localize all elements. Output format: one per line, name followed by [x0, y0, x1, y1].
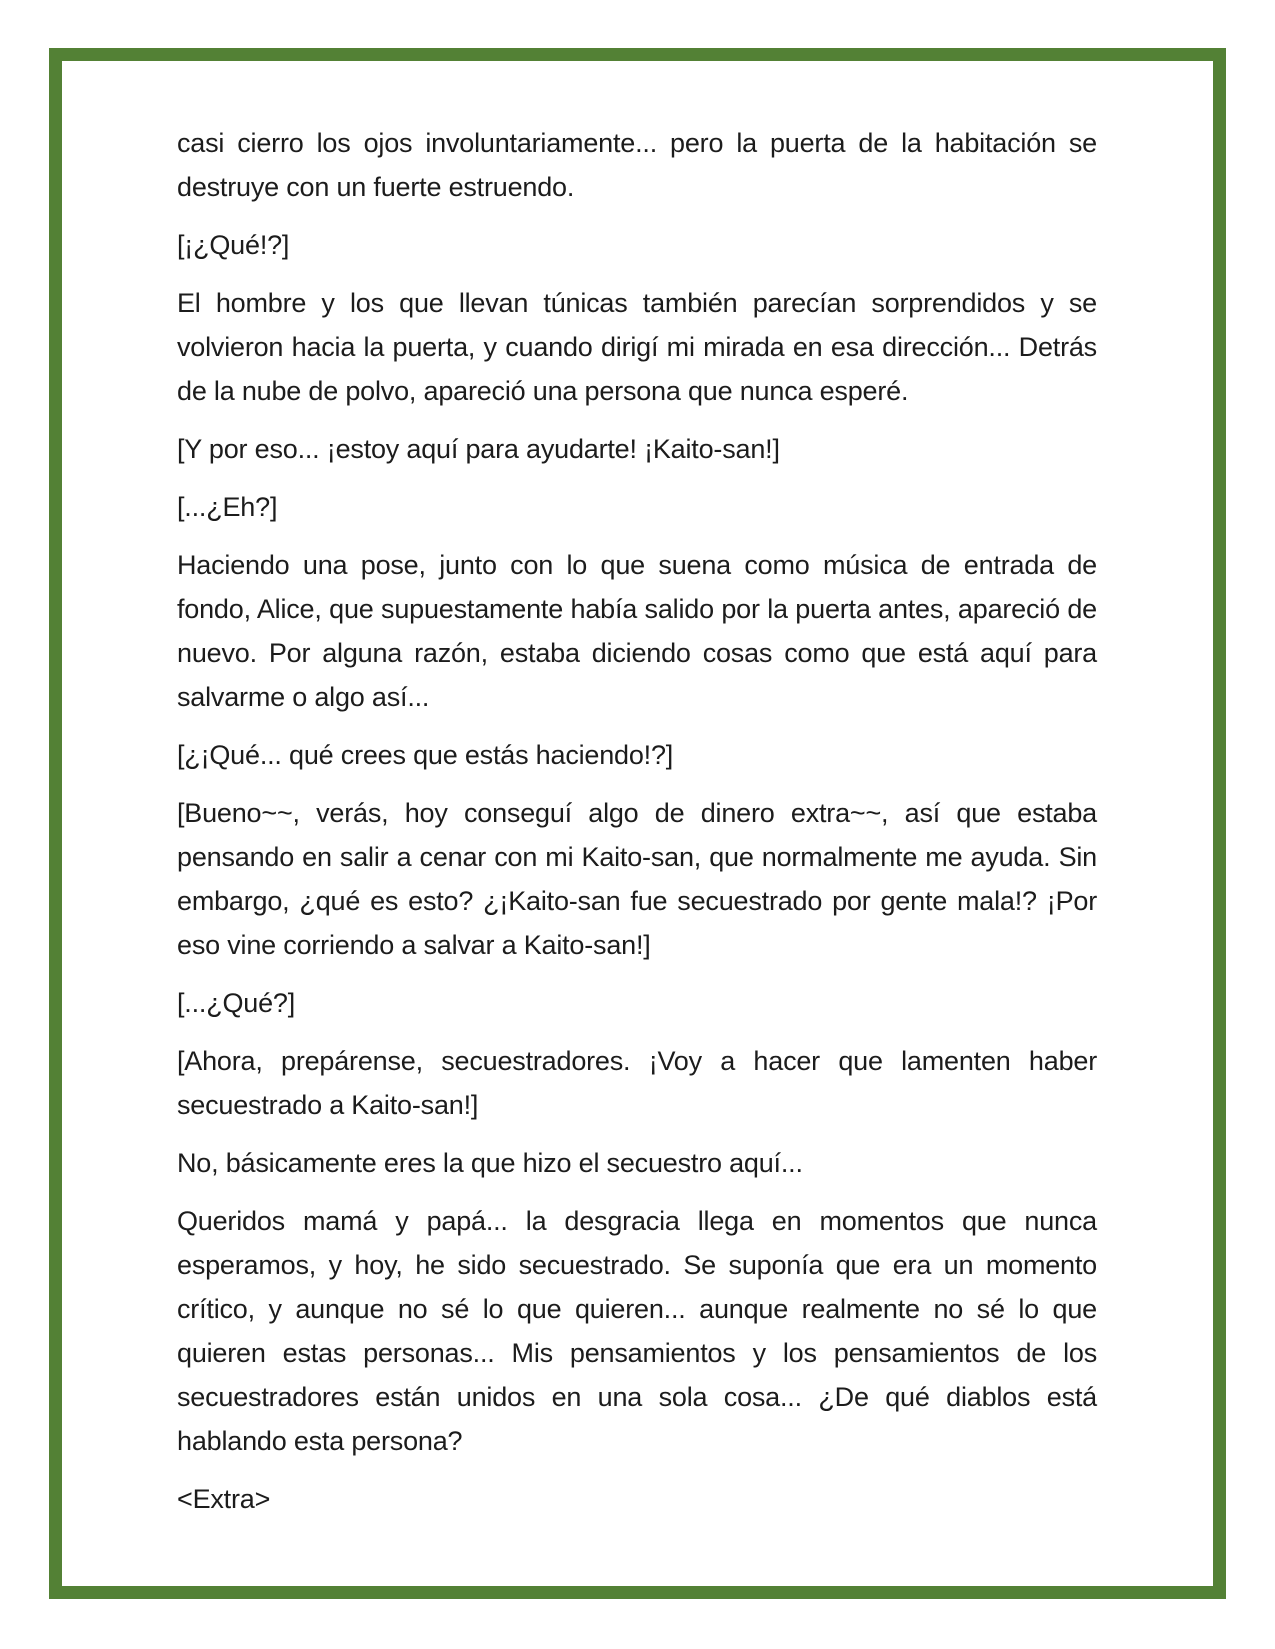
paragraph: [Ahora, prepárense, secuestradores. ¡Voy a hacer que lamenten haber secuestrado a Kaito-san!] — [177, 1046, 1097, 1120]
paragraph: <Extra> — [177, 1484, 271, 1514]
paragraph: [Y por eso... ¡estoy aquí para ayudarte! ¡Kaito-san!] — [177, 434, 780, 464]
document-page — [62, 61, 1213, 1586]
page-border-frame — [49, 48, 1226, 1599]
paragraph: [¡¿Qué!?] — [177, 230, 290, 260]
paragraph: [Bueno~~, verás, hoy conseguí algo de dinero extra~~, así que estaba pensando en salir a cenar con mi Kaito-san, que normalmente me ayuda. Sin embargo, ¿qué es esto? ¿¡Kaito-san fue secuestrado por gente mala!? ¡Por eso vine corriendo a salvar a Kaito-san!] — [177, 798, 1097, 960]
paragraph: No, básicamente eres la que hizo el secuestro aquí... — [177, 1148, 803, 1178]
paragraph: casi cierro los ojos involuntariamente... pero la puerta de la habitación se destruye con un fuerte estruendo. — [177, 128, 1097, 202]
paragraph: [...¿Qué?] — [177, 988, 296, 1018]
paragraph: [¿¡Qué... qué crees que estás haciendo!?] — [177, 740, 674, 770]
paragraph: Haciendo una pose, junto con lo que suena como música de entrada de fondo, Alice, que supuestamente había salido por la puerta antes, apareció de nuevo. Por alguna razón, estaba diciendo cosas como que está aquí para salvarme o algo así... — [177, 550, 1097, 712]
paragraph: Queridos mamá y papá... la desgracia llega en momentos que nunca esperamos, y hoy, he sido secuestrado. Se suponía que era un momento crítico, y aunque no sé lo que quieren... aunque realmente no sé lo que quieren estas personas... Mis pensamientos y los pensamientos de los secuestradores están unidos en una sola cosa... ¿De qué diablos está hablando esta persona? — [177, 1206, 1097, 1456]
paragraph: [...¿Eh?] — [177, 492, 278, 522]
paragraph: El hombre y los que llevan túnicas también parecían sorprendidos y se volvieron hacia la puerta, y cuando dirigí mi mirada en esa dirección... Detrás de la nube de polvo, apareció una persona que nunca esperé. — [177, 288, 1097, 406]
